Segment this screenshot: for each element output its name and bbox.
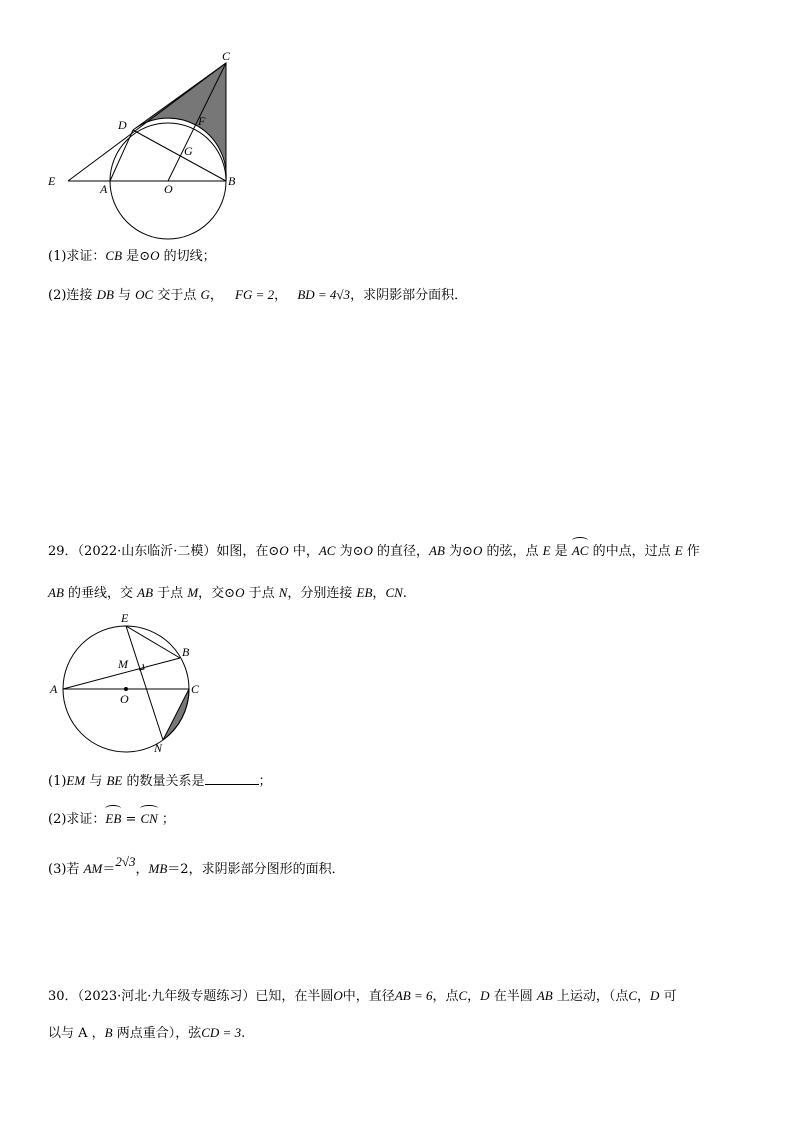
text: 为⊙ [335,544,364,559]
segment-eb: EB [356,585,373,600]
point-d: D [480,988,490,1003]
label-e: E [121,611,129,625]
equation-cd: CD = 3 [201,1025,242,1040]
answer-blank[interactable] [205,772,259,785]
segment-ab: AB [137,585,154,600]
point-e: E [542,543,551,558]
segment-db: DB [96,287,114,302]
text: ＝2，求阴影部分图形的面积． [167,862,345,877]
problem-number: 29．（2022·山东临沂·二模）如图，在⊙ [48,544,280,559]
text: ， [637,989,651,1004]
label-m: M [118,657,128,671]
q-text: ， [209,288,223,303]
point-c: C [458,988,468,1003]
point-g: G [200,287,210,302]
point-o: O [235,585,245,600]
text: 是 [550,544,572,559]
point-n: N [278,585,288,600]
problem-29-question-3 [48,854,345,880]
problem-29-line-1 [48,541,700,562]
segment-ab: AB [48,585,64,600]
text: = [121,812,141,827]
text: ，点 [432,989,459,1004]
q-prefix: (2)求证： [48,812,106,827]
label-e: E [48,174,56,188]
text: ， [467,989,481,1004]
figure-1-tangent-diagram [40,45,260,250]
text: 以与 A ， [48,1026,105,1041]
circle-symbol: ⊙ [139,249,151,264]
q-text: ， [274,288,288,303]
line-ad [110,130,133,181]
arc-cn: CN [140,809,157,829]
problem-28-question-2 [48,285,467,306]
label-b: B [182,645,190,659]
problem-30-line-1 [48,986,677,1007]
segment-em: EM [66,773,86,788]
equation-fg: FG = 2 [235,287,275,302]
text: 上运动，（点 [552,989,629,1004]
point-o: O [279,543,289,558]
text: 的数量关系是 [122,774,205,789]
label-o: O [164,182,173,196]
text: ； [258,774,272,789]
q-suffix: ，求阴影部分面积． [350,288,468,303]
label-d: D [118,118,127,132]
point-b: B [104,1025,113,1040]
text: 中， [288,544,319,559]
q-prefix: (2)连接 [48,288,97,303]
q-text: 是 [122,249,140,264]
point-o: O [472,543,483,558]
point-c: C [628,988,638,1003]
equation-bd: BD = 4√3 [297,287,351,302]
q-text: 交于点 [153,288,201,303]
text: 的垂线，交 [63,586,138,601]
point-o: O [150,248,160,263]
text: 为⊙ [444,544,473,559]
text: ，分别连接 [287,586,357,601]
value-am: 2√3 [115,854,136,869]
q-text: 与 [113,288,136,303]
text: ； [161,812,175,827]
text: ＝ [102,862,116,877]
problem-29-question-2 [48,809,175,830]
text: ，交⊙ [198,586,236,601]
label-b: B [228,174,236,188]
text: 的直径， [372,544,430,559]
text: 中，直径 [342,989,395,1004]
label-f: F [198,114,206,128]
text: ， [372,586,386,601]
segment-mb: MB [148,861,168,876]
shaded-region-2 [163,689,189,740]
label-a: A [100,182,108,196]
arc-eb: EB [105,809,121,829]
text: . [402,586,407,601]
segment-cb: CB [105,248,123,263]
text: 于点 [153,586,188,601]
arc-ac: AC [572,541,589,561]
segment-be: BE [106,773,123,788]
text: 作 [682,544,700,559]
text: 两点重合），弦 [112,1026,202,1041]
point-o: O [333,988,343,1003]
segment-ab: AB [536,988,553,1003]
text: 的弦，点 [482,544,543,559]
segment-ac: AC [318,543,336,558]
problem-28-question-1 [48,246,216,267]
q-prefix: (1) [48,774,67,789]
point-o: O [363,543,373,558]
point-e: E [674,543,683,558]
text: ， [135,862,149,877]
line-eb [126,626,180,658]
q-prefix: (3)若 [48,862,84,877]
label-g: G [184,144,193,158]
text: 可 [659,989,677,1004]
text: 的中点，过点 [588,544,675,559]
text: 在半圆 [489,989,537,1004]
equation-ab: AB = 6 [394,988,433,1003]
line-en [126,626,163,740]
center-dot [124,687,128,691]
text: 与 [85,774,107,789]
segment-am: AM [83,861,103,876]
segment-cn: CN [385,585,403,600]
problem-29-question-1 [48,771,272,792]
segment-oc: OC [135,287,154,302]
label-o: O [120,692,129,706]
problem-number: 30．（2023·河北·九年级专题练习）已知，在半圆 [48,989,334,1004]
problem-29-line-2 [48,583,407,604]
point-d: D [650,988,660,1003]
text: 于点 [244,586,279,601]
problem-30-line-2 [48,1023,245,1044]
label-n: N [154,741,163,755]
point-m: M [187,585,199,600]
label-c: C [222,49,231,63]
q-prefix: (1)求证： [48,249,106,264]
q-suffix: 的切线； [159,249,216,264]
text: . [241,1026,246,1041]
figure-2-circle-diagram [40,605,220,760]
label-c: C [191,682,200,696]
label-a: A [50,682,58,696]
segment-ab: AB [429,543,445,558]
